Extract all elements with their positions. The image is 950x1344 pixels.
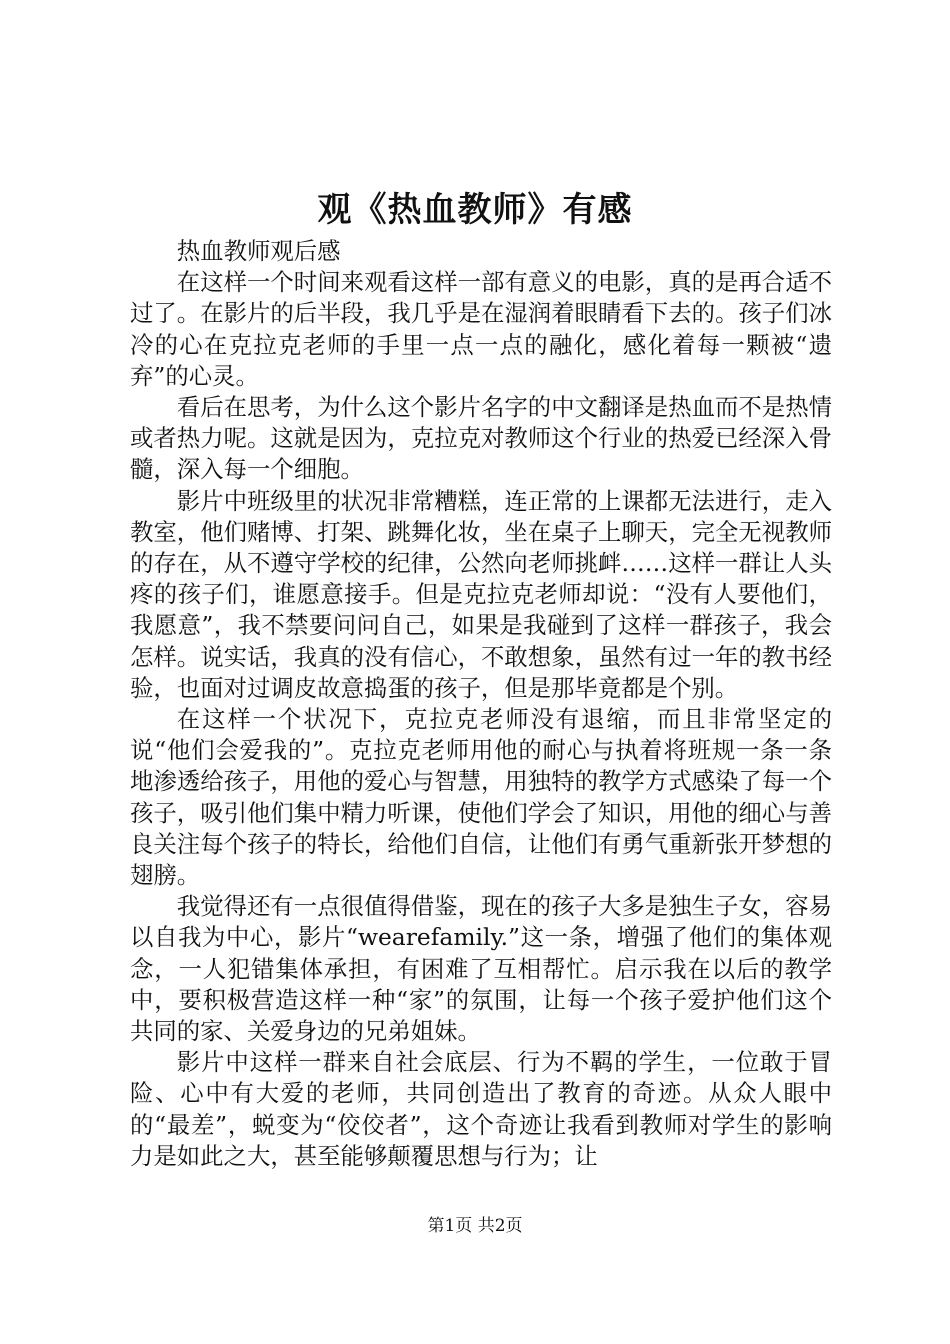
page-title: 观《热血教师》有感 bbox=[317, 190, 633, 230]
paragraph: 影片中这样一群来自社会底层、行为不羁的学生，一位敢于冒险、心中有大爱的老师，共同创造出了教育的奇迹。从众人眼中的“最差”，蜕变为“佼佼者”，这个奇迹让我看到教师对学生的影响力是如此之大，甚至能够颠覆思想与行为；让 bbox=[130, 1048, 832, 1170]
paragraph: 影片中班级里的状况非常糟糕，连正常的上课都无法进行，走入教室，他们赌博、打架、跳舞化妆，坐在桌子上聊天，完全无视教师的存在，从不遵守学校的纪律，公然向老师挑衅……这样一群让人头疼的孩子们，谁愿意接手。但是克拉克老师却说：“没有人要他们，我愿意”，我不禁要问问自己，如果是我碰到了这样一群孩子，我会怎样。说实话，我真的没有信心，不敢想象，虽然有过一年的教书经验，也面对过调皮故意捣蛋的孩子，但是那毕竟都是个别。 bbox=[130, 486, 832, 702]
page-footer: 第1页 共2页 bbox=[427, 1216, 523, 1236]
paragraph: 我觉得还有一点很值得借鉴，现在的孩子大多是独生子女，容易以自我为中心，影片“wearefamily.”这一条，增强了他们的集体观念，一人犯错集体承担，有困难了互相帮忙。启示我在以后的教学中，要积极营造这样一种“家”的氛围，让每一个孩子爱护他们这个共同的家、关爱身边的兄弟姐妹。 bbox=[130, 892, 832, 1046]
subtitle-line: 热血教师观后感 bbox=[176, 237, 341, 265]
paragraph: 看后在思考，为什么这个影片名字的中文翻译是热血而不是热情或者热力呢。这就是因为，克拉克对教师这个行业的热爱已经深入骨髓，深入每一个细胞。 bbox=[130, 393, 832, 484]
paragraph: 在这样一个时间来观看这样一部有意义的电影，真的是再合适不过了。在影片的后半段，我几乎是在湿润着眼睛看下去的。孩子们冰冷的心在克拉克老师的手里一点一点的融化，感化着每一颗被“遗弃”的心灵。 bbox=[130, 268, 832, 390]
document-body bbox=[130, 236, 832, 1172]
paragraph: 在这样一个状况下，克拉克老师没有退缩，而且非常坚定的说“他们会爱我的”。克拉克老师用他的耐心与执着将班规一条一条地渗透给孩子，用他的爱心与智慧，用独特的教学方式感染了每一个孩子，吸引他们集中精力听课，使他们学会了知识，用他的细心与善良关注每个孩子的特长，给他们自信，让他们有勇气重新张开梦想的翅膀。 bbox=[130, 705, 832, 890]
